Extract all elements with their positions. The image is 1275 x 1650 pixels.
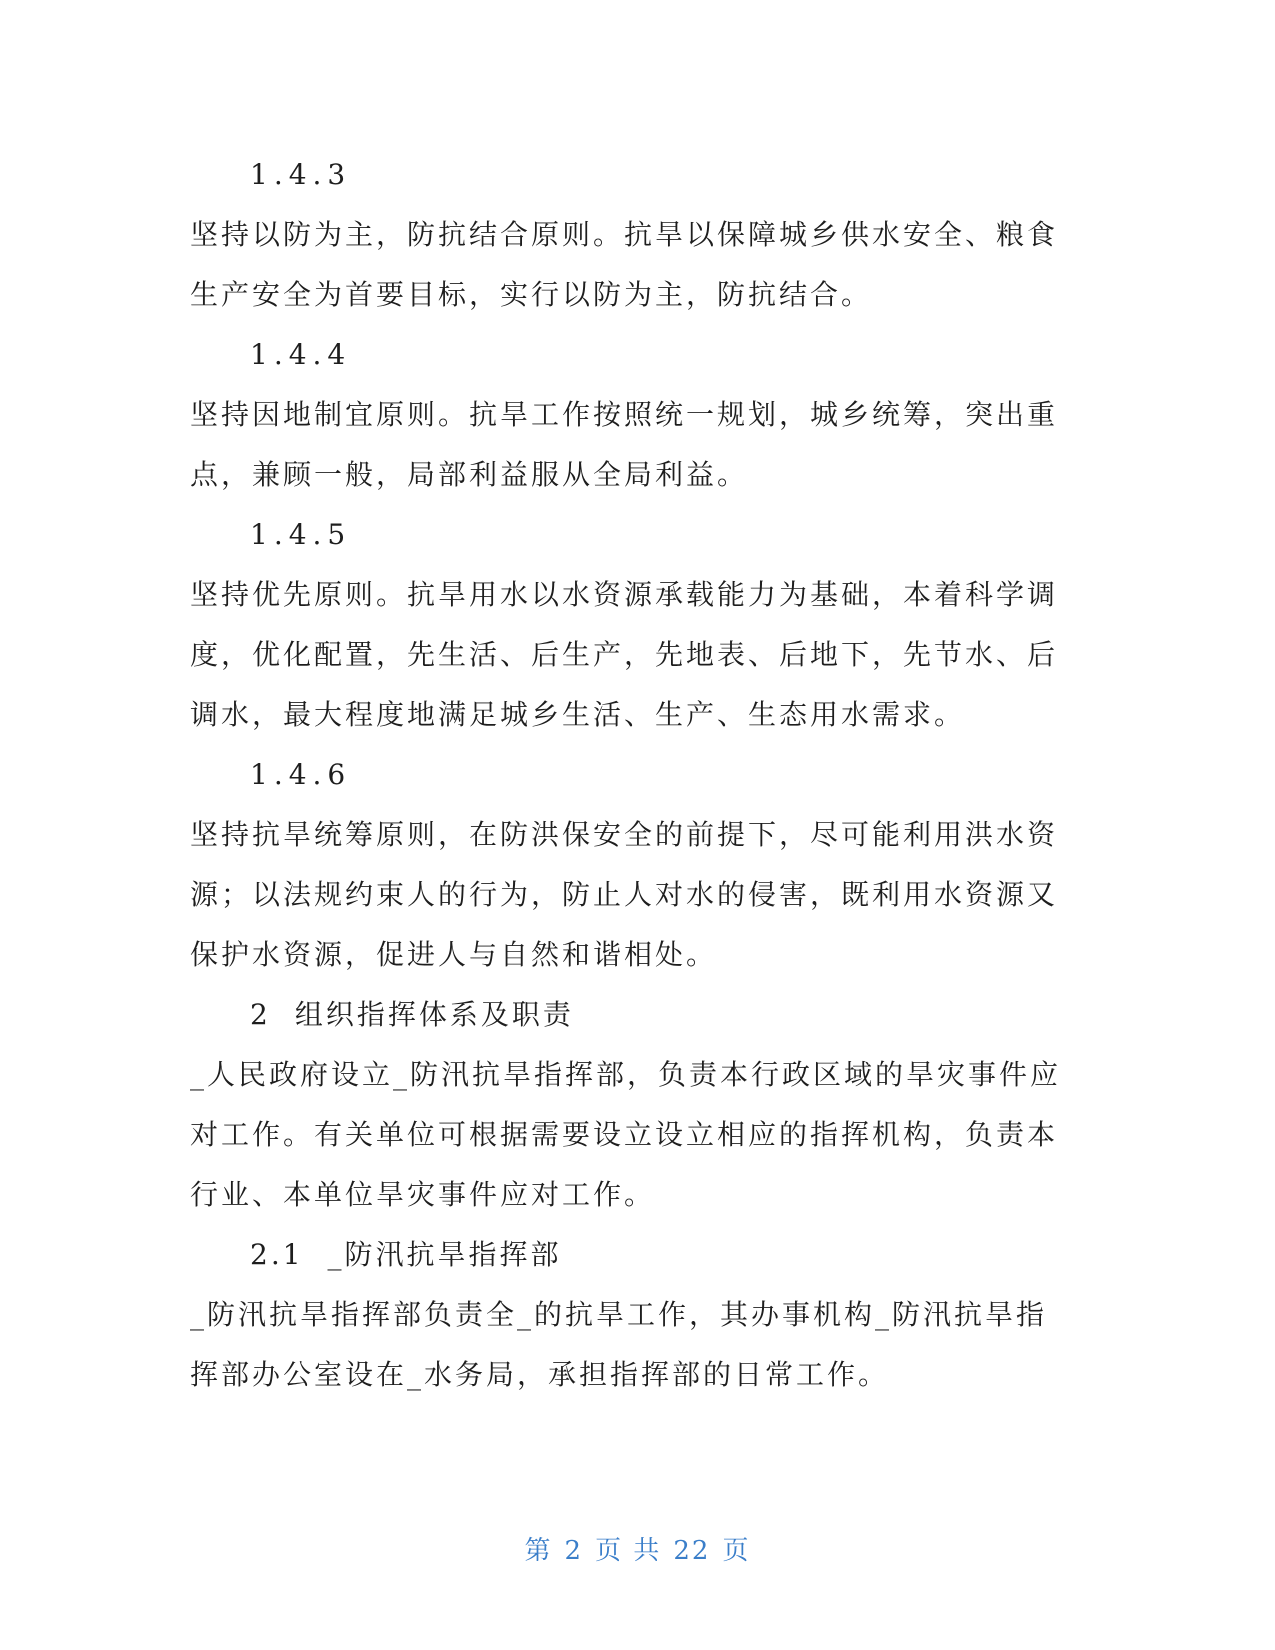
section-number: 1.4.6: [250, 758, 352, 791]
footer-total-pages: 22: [673, 1536, 711, 1566]
footer-page-number: 2: [564, 1536, 584, 1566]
body-paragraph: 坚持以防为主，防抗结合原则。抗旱以保障城乡供水安全、粮食生产安全为首要目标，实行以防为主，防抗结合。: [190, 218, 1059, 311]
body-paragraph: _人民政府设立_防汛抗旱指挥部，负责本行政区域的旱灾事件应对工作。有关单位可根据需要设立设立相应的指挥机构，负责本行业、本单位旱灾事件应对工作。: [190, 1058, 1062, 1211]
section-number: 1.4.4: [250, 338, 352, 371]
section-number: 1.4.5: [250, 518, 352, 551]
page-footer: [0, 1530, 1275, 1567]
body-paragraph: 坚持优先原则。抗旱用水以水资源承载能力为基础，本着科学调度，优化配置，先生活、后生产，先地表、后地下，先节水、后调水，最大程度地满足城乡生活、生产、生态用水需求。: [190, 578, 1059, 731]
body-paragraph: 坚持抗旱统筹原则，在防洪保安全的前提下，尽可能利用洪水资源；以法规约束人的行为，防止人对水的侵害，既利用水资源又保护水资源，促进人与自然和谐相处。: [190, 818, 1059, 971]
footer-middle: 页 共: [595, 1536, 662, 1566]
section-heading: [190, 1225, 1070, 1285]
section-heading-text: _防汛抗旱指挥部: [327, 1238, 562, 1271]
section-heading: [190, 985, 1070, 1045]
section-heading-number: 2.1: [250, 1238, 304, 1271]
section-heading-text: 组织指挥体系及职责: [294, 998, 574, 1031]
document-body: [190, 145, 1070, 1405]
section-number: 1.4.3: [250, 158, 352, 191]
footer-suffix: 页: [722, 1536, 751, 1566]
body-paragraph: _防汛抗旱指挥部负责全_的抗旱工作，其办事机构_防汛抗旱指挥部办公室设在_水务局，承担指挥部的日常工作。: [190, 1298, 1048, 1391]
section-heading-number: 2: [250, 998, 271, 1031]
footer-prefix: 第: [524, 1536, 553, 1566]
body-paragraph: 坚持因地制宜原则。抗旱工作按照统一规划，城乡统筹，突出重点，兼顾一般，局部利益服从全局利益。: [190, 398, 1059, 491]
